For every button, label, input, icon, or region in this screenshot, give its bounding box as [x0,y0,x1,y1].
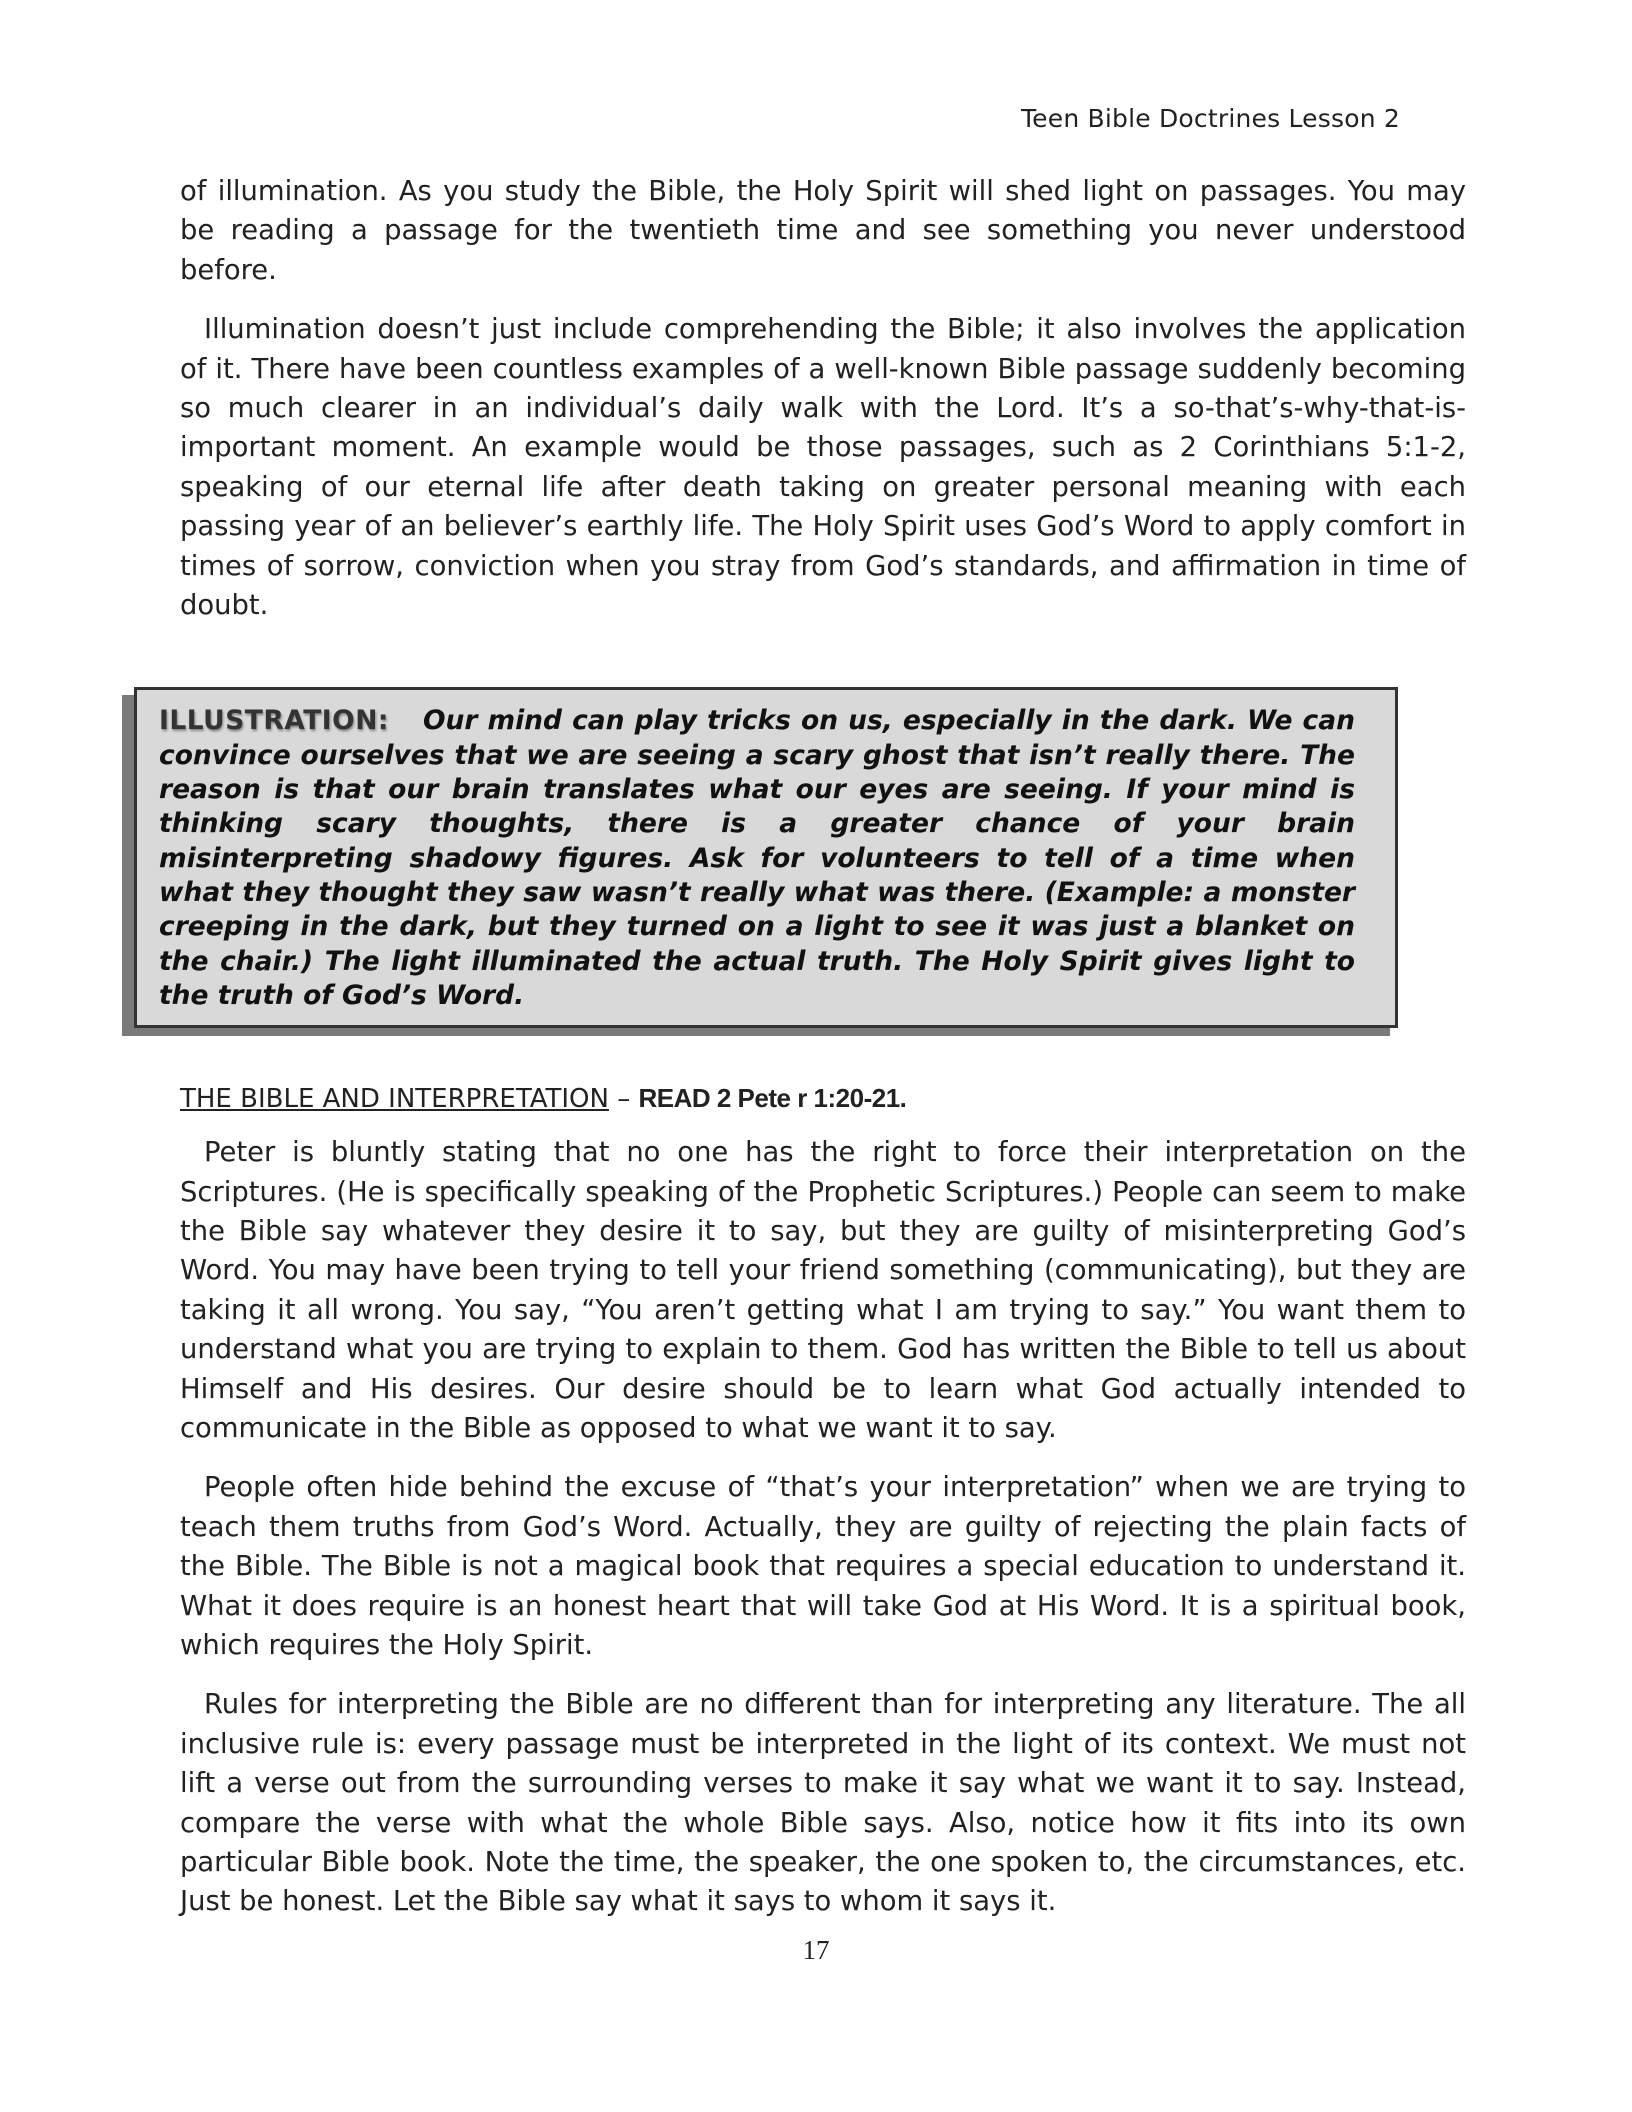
section-separator: – [608,1084,639,1115]
paragraph-rules: Rules for interpreting the Bible are no different than for interpreting any literature. The all inclusive rule is: every passage must be interpreted in the light of its context. We must not lift a verse out from the surrounding verses to make it say what we want it to say. Instead, compare the verse with what the whole Bible says. Also, notice how it fits into its own particular Bible book. Note the time, the speaker, the one spoken to, the circumstances, etc. Just be honest. Let the Bible say what it says to whom it says it. [180,1689,1466,1918]
illustration-text: Our mind can play tricks on us, especially in the dark. We can convince ourselves that we are seeing a scary ghost that isn’t really there. The reason is that our brain translates what our eyes are seeing. If your mind is thinking scary thoughts, there is a greater chance of your brain misinterpreting shadowy figures. Ask for volunteers to tell of a time when what they thought they saw wasn’t really what was there. (Example: a monster creeping in the dark, but they turned on a light to see it was just a blanket on the chair.) The light illuminated the actual truth. The Holy Spirit gives light to the truth of God’s Word. [159,705,1355,1011]
illustration-body [159,704,1355,1013]
paragraph-peter: Peter is bluntly stating that no one has the right to force their interpretation on the Scriptures. (He is specifically speaking of the Prophetic Scriptures.) People can seem to make the Bible say whatever they desire it to say, but they are guilty of misinterpreting God’s Word. You may have been trying to tell your friend something (communicating), but they are taking it all wrong. You say, “You aren’t getting what I am trying to say.” You want them to understand what you are trying to explain to them. God has written the Bible to tell us about Himself and His desires. Our desire should be to learn what God actually intended to communicate in the Bible as opposed to what we want it to say. [180,1137,1466,1444]
illustration-box [134,687,1398,1028]
paragraph-illumination: Illumination doesn’t just include comprehending the Bible; it also involves the application of it. There have been countless examples of a well-known Bible passage suddenly becoming so much clearer in an individual’s daily walk with the Lord. It’s a so-that’s-why-that-is-important moment. An example would be those passages, such as 2 Corinthians 5:1-2, speaking of our eternal life after death taking on greater personal meaning with each passing year of an believer’s earthly life. The Holy Spirit uses God’s Word to apply comfort in times of sorrow, conviction when you stray from God’s standards, and affirmation in time of doubt. [180,314,1466,622]
page-content [159,172,1466,1942]
section-heading [180,1080,1466,1117]
paragraph-continued: of illumination. As you study the Bible, the Holy Spirit will shed light on passages. You may be reading a passage for the twentieth time and see something you never understood before. [180,176,1466,286]
scripture-reference: READ 2 Pete r 1:20-21. [638,1083,907,1114]
running-header: Teen Bible Doctrines Lesson 2 [1020,104,1400,133]
illustration-callout [134,687,1466,1028]
section-title: THE BIBLE AND INTERPRETATION [180,1084,609,1115]
illustration-label: ILLUSTRATION: [159,705,389,737]
paragraph-excuse: People often hide behind the excuse of “that’s your interpretation” when we are trying to teach them truths from God’s Word. Actually, they are guilty of rejecting the plain facts of the Bible. The Bible is not a magical book that requires a special education to understand it. What it does require is an honest heart that will take God at His Word. It is a spiritual book, which requires the Holy Spirit. [180,1472,1466,1662]
page-number: 17 [802,1935,830,1965]
